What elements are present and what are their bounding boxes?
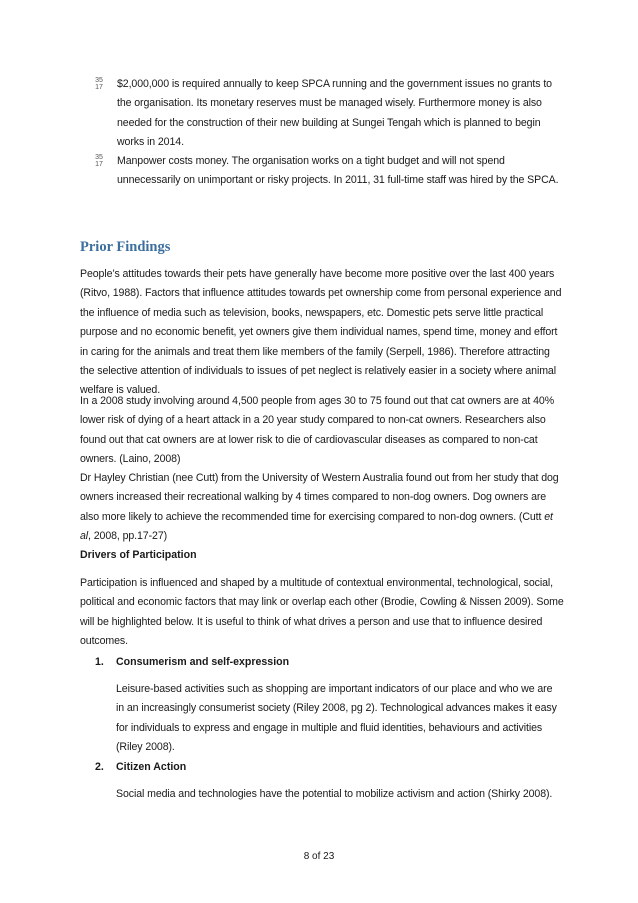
paragraph-pet-attitudes: People’s attitudes towards their pets have generally have become more positive over the last 400 years (Ritvo, 1988). Factors that influence attitudes towards pet ownership come from personal experience and the influence of media such as television, books, newspapers, etc. Domestic pets serve little practical purpose and no economic benefit, yet owners give them individual names, spend time, money and effort in caring for the animals and treat them like members of the family (Serpell, 1986). Therefore attracting the selective attention of individuals to issues of pet neglect is relatively easier in a society where animal welfare is valued.: [80, 268, 562, 397]
paragraph-drivers-intro: Participation is influenced and shaped by a multitude of contextual environmental, technological, social, political and economic factors that may link or overlap each other (Brodie, Cowling & Nissen 2009). Some will be highlighted below. It is useful to think of what drives a person and use that to influence desired outcomes.: [80, 577, 564, 648]
list-heading-text: Citizen Action: [116, 761, 187, 773]
numbered-body-consumerism: Leisure-based activities such as shopping are important indicators of our place and who we are in an increasingly consumerist society (Riley 2008, pg 2). Technological advances makes it easy for individuals to express and engage in multiple and fluid identities, behaviours and activities (Riley 2008).: [116, 683, 557, 754]
bullet-marker-icon: 35 17: [95, 154, 103, 168]
bullet-marker-icon: 35 17: [95, 77, 103, 91]
section-heading-prior-findings: Prior Findings: [80, 239, 171, 255]
list-heading-text: Consumerism and self-expression: [116, 656, 290, 668]
paragraph-dog-study-citation: , 2008, pp.17-27): [88, 530, 168, 543]
paragraph-cat-study: In a 2008 study involving around 4,500 people from ages 30 to 75 found out that cat owners are at 40% lower risk of dying of a heart attack in a 20 year study compared to non-cat owners. Researchers also found out that cat owners are at lower risk to die of cardiovascular diseases as compared to non-cat owners. (Laino, 2008): [80, 395, 555, 466]
bullet-item-funding: [80, 75, 560, 152]
numbered-heading-consumerism: [95, 653, 289, 672]
subheading-drivers-of-participation: Drivers of Participation: [80, 549, 197, 561]
bullet-item-manpower: [80, 152, 560, 191]
page-number: 8 of 23: [303, 851, 335, 862]
list-number: 1.: [95, 656, 104, 668]
numbered-body-citizen-action: Social media and technologies have the potential to mobilize activism and action (Shirky 2008).: [116, 788, 553, 800]
list-number: 2.: [95, 761, 104, 773]
citation-et-al: et al: [80, 510, 553, 543]
paragraph-dog-study-text: Dr Hayley Christian (nee Cutt) from the University of Western Australia found out from her study that dog owners increased their recreational walking by 4 times compared to non-dog owners. Dog owners are also more likely to achieve the recommended time for exercising compared to non-dog owners. (Cutt: [80, 472, 559, 523]
numbered-heading-citizen-action: [95, 758, 186, 777]
bullet-text: $2,000,000 is required annually to keep SPCA running and the government issues no grants to the organisation. Its monetary reserves must be managed wisely. Furthermore money is also needed for the construction of their new building at Sungei Tengah which is planned to begin works in 2014.: [117, 78, 552, 148]
bullet-text: Manpower costs money. The organisation works on a tight budget and will not spend unnecessarily on unimportant or risky projects. In 2011, 31 full-time staff was hired by the SPCA.: [117, 155, 559, 187]
paragraph-dog-study: [80, 469, 564, 547]
